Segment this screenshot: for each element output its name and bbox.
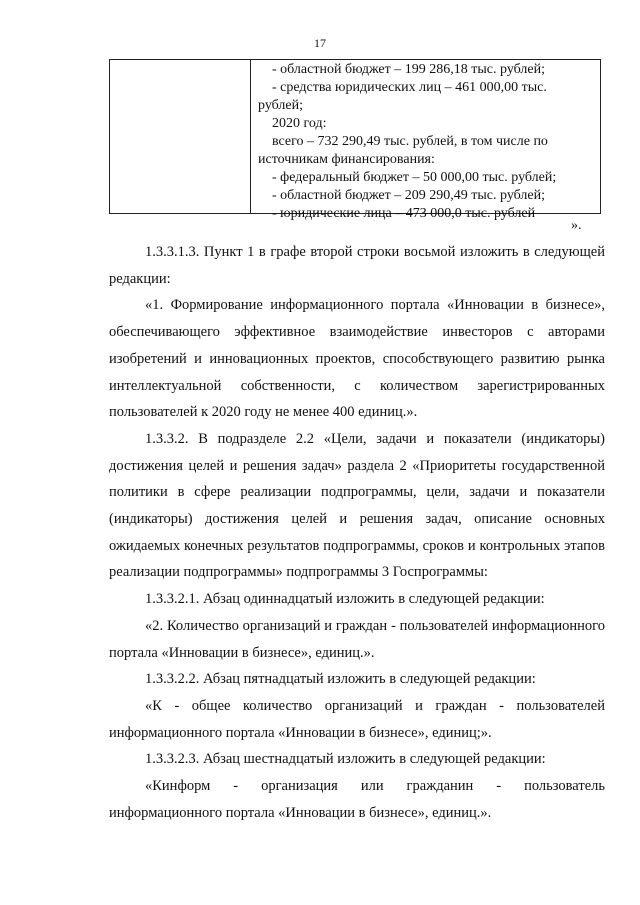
table-empty-cell: [110, 60, 251, 213]
paragraph: 1.3.3.2. В подразделе 2.2 «Цели, задачи и показатели (индикаторы) достижения целей и решения задач» раздела 2 «Приоритеты государственной политики в сфере реализации подпрограммы, цели, задачи и показатели (индикаторы) достижения целей и решения задач, описание основных ожидаемых конечных результатов подпрограммы, сроков и контрольных этапов реализации подпрограммы» подпрограммы 3 Госпрограммы:: [109, 430, 605, 581]
paragraph: 1.3.3.1.3. Пункт 1 в графе второй строки восьмой изложить в следующей редакции:: [109, 244, 605, 287]
paragraph: «2. Количество организаций и граждан - пользователей информационного портала «Инновации в бизнесе», единиц.».: [109, 617, 605, 661]
paragraph: «К - общее количество организаций и граждан - пользователей информационного портала «Инновации в бизнесе», единиц;».: [109, 697, 605, 741]
table-line: рублей;: [258, 98, 303, 113]
table-line: - областной бюджет – 209 290,49 тыс. рублей;: [272, 188, 545, 203]
table-line: - областной бюджет – 199 286,18 тыс. рублей;: [272, 62, 545, 77]
table-text-cell: [251, 60, 600, 221]
paragraph: «1. Формирование информационного портала «Инновации в бизнесе», обеспечивающего эффективное взаимодействие инвесторов с авторами изобретений и инновационных проектов, способствующего развитию рынка интеллектуальной собственности, с количеством зарегистрированных пользователей к 2020 году не менее 400 единиц.».: [109, 297, 605, 421]
table-line: - средства юридических лиц – 461 000,00 тыс.: [272, 80, 547, 95]
financing-table: [109, 59, 601, 221]
page-number: 17: [314, 36, 326, 50]
table-line: всего – 732 290,49 тыс. рублей, в том числе по: [272, 134, 548, 149]
table-line: источникам финансирования:: [258, 152, 435, 167]
table-closing-quote: ».: [571, 218, 582, 233]
paragraph: 1.3.3.2.1. Абзац одиннадцатый изложить в следующей редакции:: [145, 591, 545, 608]
table-line: - юридические лица – 473 000,0 тыс. рублей: [272, 206, 536, 221]
table-line: - федеральный бюджет – 50 000,00 тыс. рублей;: [272, 170, 557, 185]
paragraph: «Кинформ - организация или гражданин - пользователь информационного портала «Инновации в бизнесе», единиц.».: [109, 778, 605, 821]
table-line: 2020 год:: [272, 116, 327, 131]
document-body: [109, 239, 605, 826]
paragraph: 1.3.3.2.3. Абзац шестнадцатый изложить в следующей редакции:: [145, 751, 546, 768]
paragraph: 1.3.3.2.2. Абзац пятнадцатый изложить в следующей редакции:: [145, 671, 536, 688]
